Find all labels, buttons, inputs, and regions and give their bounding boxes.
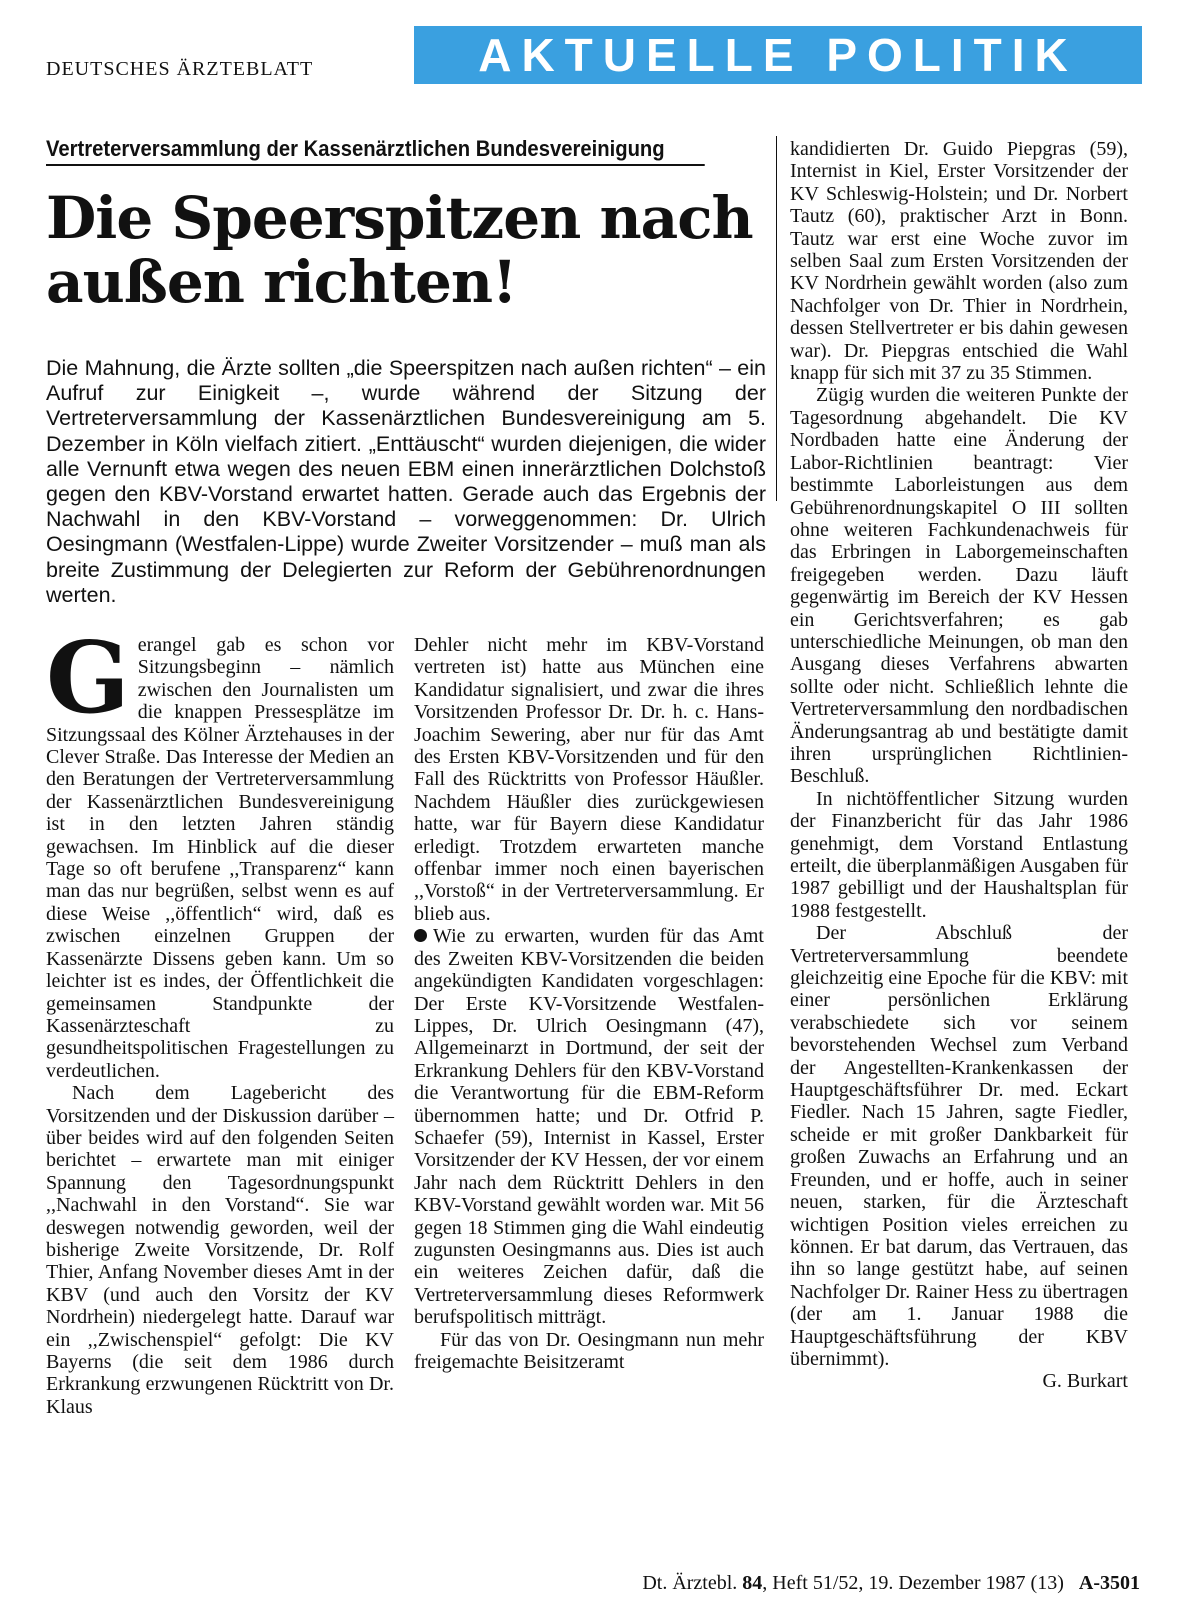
kicker: Vertreterversammlung der Kassenärztlichen Bundesvereinigung bbox=[46, 136, 705, 166]
masthead: DEUTSCHES ÄRZTEBLATT bbox=[46, 58, 314, 80]
paragraph: Der Abschluß der Vertreterversammlung beendete gleichzeitig eine Epoche für die KBV: mit einer persönlichen Erklärung verabschiedete sich vor seinem bevorstehenden Wechsel zum Verband der Angestellten-Krankenkassen der Hauptgeschäftsführer Dr. med. Eckart Fiedler. Nach 15 Jahren, sagte Fiedler, scheide er mit großer Dankbarkeit für großen Zuwachs an Erfahrung und an Freunden, und er hoffe, auch in seiner neuen, starken, für die Ärzteschaft wichtigen Position vieles erreichen zu können. Er bat darum, das Vertrauen, das ihn so lange gestützt habe, auf seinen Nachfolger Dr. Rainer Hess zu übertragen (der am 1. Januar 1988 die Hauptgeschäftsführung der KBV übernimmt). bbox=[790, 922, 1128, 1370]
article-column-1 bbox=[46, 621, 394, 1418]
paragraph: In nichtöffentlicher Sitzung wurden der Finanzbericht für das Jahr 1986 genehmigt, dem Vorstand Entlastung erteilt, die überplanmäßigen Ausgaben für 1987 gebilligt und der Haushaltsplan für 1988 festgestellt. bbox=[790, 787, 1128, 922]
lead-paragraph: Die Mahnung, die Ärzte sollten „die Speerspitzen nach außen richten“ – ein Aufruf zur Einigkeit –, wurde während der Sitzung der Vertreterversammlung der Kassenärztlichen Bundesvereinigung am 5. Dezember in Köln vielfach zitiert. „Enttäuscht“ wurden diejenigen, die wider alle Vernunft etwa wegen des neuen EBM einen innerärztlichen Dolchstoß gegen den KBV-Vorstand erwartet hatten. Gerade auch das Ergebnis der Nachwahl in den KBV-Vorstand – vorweggenommen: Dr. Ulrich Oesingmann (Westfalen-Lippe) wurde Zweiter Vorsitzender – muß man als breite Zustimmung der Delegierten zur Reform der Gebührenordnungen werten. bbox=[46, 356, 766, 607]
paragraph: kandidierten Dr. Guido Piepgras (59), Internist in Kiel, Erster Vorsitzender der KV Schleswig-Holstein; und Dr. Norbert Tautz (60), praktischer Arzt in Bonn. Tautz war erst eine Woche zuvor im selben Saal zum Ersten Vorsitzenden der KV Nordrhein gewählt worden (also zum Nachfolger von Dr. Thier in Nordrhein, dessen Stellvertreter er bis dahin gewesen war). Dr. Piepgras entschied die Wahl knapp für sich mit 37 zu 35 Stimmen. bbox=[790, 138, 1128, 385]
article-column-2 bbox=[414, 634, 764, 1373]
paragraph-text: Wie zu erwarten, wurden für das Amt des Zweiten KBV-Vorsitzenden die beiden angekündigten Kandidaten vorgeschlagen: Der Erste KV-Vorsitzende Westfalen-Lippes, Dr. Ulrich Oesingmann (47), Allgemeinarzt in Dortmund, der seit der Erkrankung Dehlers für den KBV-Vorstand die Verantwortung für die EBM-Reform übernommen hatte; und Dr. Otfrid P. Schaefer (59), Internist in Kassel, Erster Vorsitzender der KV Hessen, der vor einem Jahr nach dem Rücktritt Dehlers in den KBV-Vorstand gewählt worden war. Mit 56 gegen 18 Stimmen ging die Wahl eindeutig zugunsten Oesingmanns aus. Dies ist auch ein weiteres Zeichen dafür, daß die Vertreterversammlung dieses Reformwerk berufspolitisch mitträgt. bbox=[414, 925, 764, 1329]
article-column-3 bbox=[790, 138, 1128, 1393]
paragraph bbox=[46, 621, 394, 1082]
volume-number: 84 bbox=[742, 1572, 763, 1594]
paragraph: Dehler nicht mehr im KBV-Vorstand vertreten ist) hatte aus München eine Kandidatur signalisiert, und zwar die ihres Vorsitzenden Professor Dr. Dr. h. c. Hans-Joachim Sewering, aber nur für das Amt des Ersten KBV-Vorsitzenden und für den Fall des Rücktritts von Professor Häußler. Nachdem Häußler dies zurückgewiesen hatte, war für Bayern diese Kandidatur erledigt. Trotzdem erwarteten manche offenbar immer noch einen bayerischen ,,Vorstoß“ in der Vertreterversammlung. Er blieb aus. bbox=[414, 634, 764, 925]
drop-cap: G bbox=[46, 621, 130, 736]
bullet-icon bbox=[414, 929, 427, 942]
paragraph: Zügig wurden die weiteren Punkte der Tagesordnung abgehandelt. Die KV Nordbaden hatte eine Änderung der Labor-Richtlinien beantragt: Vier bestimmte Laborleistungen aus dem Gebührenordnungskapitel O III sollten ohne weiteren Fachkundenachweis für das Erbringen in Laborgemeinschaften freigegeben werden. Dazu läuft gegenwärtig im Bereich der KV Hessen ein Gerichtsverfahren; es gab unterschiedliche Meinungen, ob man den Ausgang dieses Verfahrens abwarten sollte oder nicht. Schließlich lehnte die Vertreterversammlung den nordbadischen Änderungsantrag ab und bestätigte damit ihren ursprünglichen Richtlinien-Beschluß. bbox=[790, 384, 1128, 788]
rubric-banner: AKTUELLE POLITIK bbox=[414, 26, 1142, 84]
paragraph-text: erangel gab es schon vor Sitzungsbeginn – nämlich zwischen den Journalisten um die knappen Pressesplätze im Sitzungssaal des Kölner Ärztehauses in der Clever Straße. Das Interesse der Medien an den Beratungen der Vertreterversammlung der Kassenärztlichen Bundesvereinigung ist in den letzten Jahren ständig gewachsen. Im Hinblick auf die dieser Tage so oft berufene ,,Transparenz“ kann man das nur begrüßen, selbst wenn es auf diese Weise ,,öffentlich“ wird, daß es zwischen einzelnen Gruppen der Kassenärzte Dissens geben kann. Um so leichter ist es indes, der Öffentlichkeit die gemeinsamen Standpunkte der Kassenärzteschaft zu gesundheitspolitischen Fragestellungen zu verdeutlichen. bbox=[46, 634, 394, 1082]
page-number: A-3501 bbox=[1078, 1572, 1140, 1594]
page-footer bbox=[560, 1572, 1140, 1595]
journal-name: Dt. Ärztebl. bbox=[642, 1572, 738, 1594]
paragraph: Nach dem Lagebericht des Vorsitzenden und der Diskussion darüber – über beides wird auf den folgenden Seiten berichtet – erwartete man mit einiger Spannung den Tagesordnungspunkt ,,Nachwahl in den Vorstand“. Sie war deswegen notwendig geworden, weil der bisherige Zweite Vorsitzende, Dr. Rolf Thier, Anfang November dieses Amt in der KBV (und auch den Vorsitz der KV Nordrhein) niedergelegt hatte. Darauf war ein ,,Zwischenspiel“ gefolgt: Die KV Bayerns (die seit dem 1986 durch Erkrankung erzwungenen Rücktritt von Dr. Klaus bbox=[46, 1082, 394, 1418]
paragraph bbox=[414, 925, 764, 1328]
headline: Die Speerspitzen nach außen richten! bbox=[46, 184, 753, 316]
column-rule bbox=[776, 136, 777, 501]
issue-info: , Heft 51/52, 19. Dezember 1987 (13) bbox=[762, 1572, 1064, 1594]
paragraph: Für das von Dr. Oesingmann nun mehr freigemachte Beisitzeramt bbox=[414, 1328, 764, 1373]
author-byline: G. Burkart bbox=[1042, 1370, 1128, 1393]
